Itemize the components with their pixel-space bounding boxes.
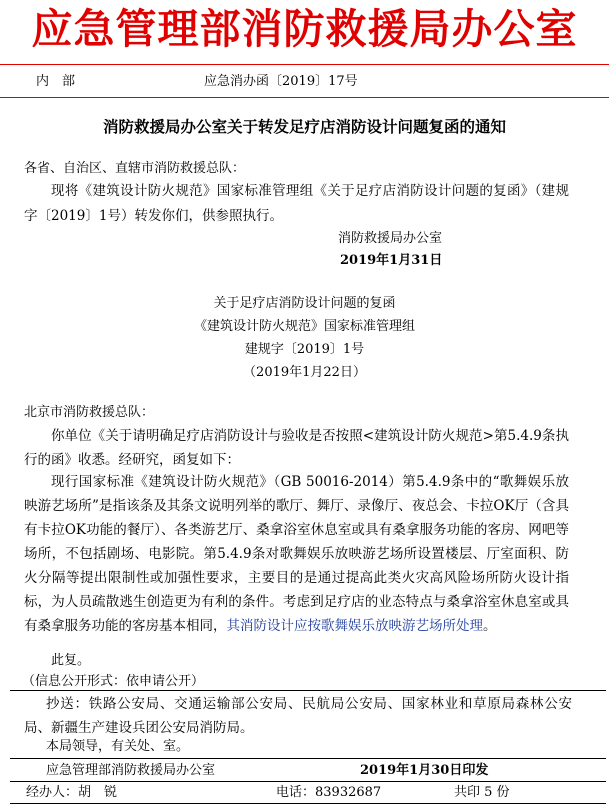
- reply-paragraph-2-text: 现行国家标准《建筑设计防火规范》（GB 50016-2014）第5.4.9条中的“歌舞娱乐放映游艺场所”是指该条及其条文说明列举的歌厅、舞厅、录像厅、夜总会、卡拉OK厅（含具有卡拉OK功能的餐厅）、各类游艺厅、桑拿浴室休息室或具有桑拿服务功能的客房、网吧等场所，不包括剧场、电影院。第5.4.9条对歌舞娱乐放映游艺场所设置楼层、厅室面积、防火分隔等提出限制性或加强性要求，主要目的是通过提高此类火灾高风险场所防火设计指标，为人员疏散逃生创造更为有利的条件。考虑到足疗店的业态特点与桑拿浴室休息室或具有桑拿服务功能的客房基本相同，: [24, 474, 569, 634]
- reply-issuer: 《建筑设计防火规范》国家标准管理组: [193, 319, 415, 334]
- reply-paragraph-2-end: 。: [483, 618, 497, 634]
- footer-copies: 共印 5 份: [454, 785, 510, 800]
- reply-number: 建规字〔2019〕1号: [244, 342, 365, 357]
- footer-top-rule: [10, 758, 606, 759]
- footer-office: 应急管理部消防救援局办公室: [46, 763, 216, 778]
- header-red-rule-2: [0, 97, 609, 98]
- notice-salutation: 各省、自治区、直辖市消防救援总队：: [24, 161, 246, 176]
- notice-date: 2019年1月31日: [340, 253, 443, 268]
- notice-body: 现将《建筑设计防火规范》国家标准管理组《关于足疗店消防设计问题的复函》（建规字〔2019〕1号）转发你们，供参照执行。: [24, 183, 569, 224]
- reply-paragraph-1: 你单位《关于请明确足疗店消防设计与验收是否按照<建筑设计防火规范>第5.4.9条执行的函》收悉。经研究，函复如下：: [24, 428, 569, 468]
- cc-text: 抄送：铁路公安局、交通运输部公安局、民航局公安局、国家林业和草原局森林公安局、新疆生产建设兵团公安局消防局。: [24, 696, 572, 736]
- reply-highlight: 其消防设计应按歌舞娱乐放映游艺场所处理: [226, 618, 483, 634]
- reply-title: 关于足疗店消防设计问题的复函: [213, 296, 396, 311]
- reply-paragraph-2: [24, 470, 569, 638]
- agency-title: 应急管理部消防救援局办公室: [31, 5, 578, 53]
- cc-top-rule: [10, 690, 606, 691]
- cc-internal: 本局领导，有关处、室。: [46, 739, 190, 754]
- reply-date: （2019年1月22日）: [243, 365, 366, 380]
- footer-print-date: 2019年1月30日印发: [360, 763, 489, 778]
- notice-title: 消防救援局办公室关于转发足疗店消防设计问题复函的通知: [102, 117, 506, 136]
- footer-bottom-rule: [10, 803, 606, 804]
- internal-label: 内 部: [36, 74, 76, 89]
- footer-phone: 电话：83932687: [276, 785, 382, 800]
- reply-salutation: 北京市消防救援总队：: [24, 405, 155, 420]
- document-number: 应急消办函〔2019〕17号: [204, 74, 358, 89]
- disclosure-note: （信息公开形式：依申请公开）: [22, 674, 205, 689]
- reply-closing: 此复。: [51, 653, 91, 668]
- notice-signature: 消防救援局办公室: [338, 231, 443, 246]
- footer-mid-rule: [10, 781, 606, 782]
- header-red-rule: [0, 64, 609, 65]
- footer-handler: 经办人：胡 锐: [26, 785, 118, 800]
